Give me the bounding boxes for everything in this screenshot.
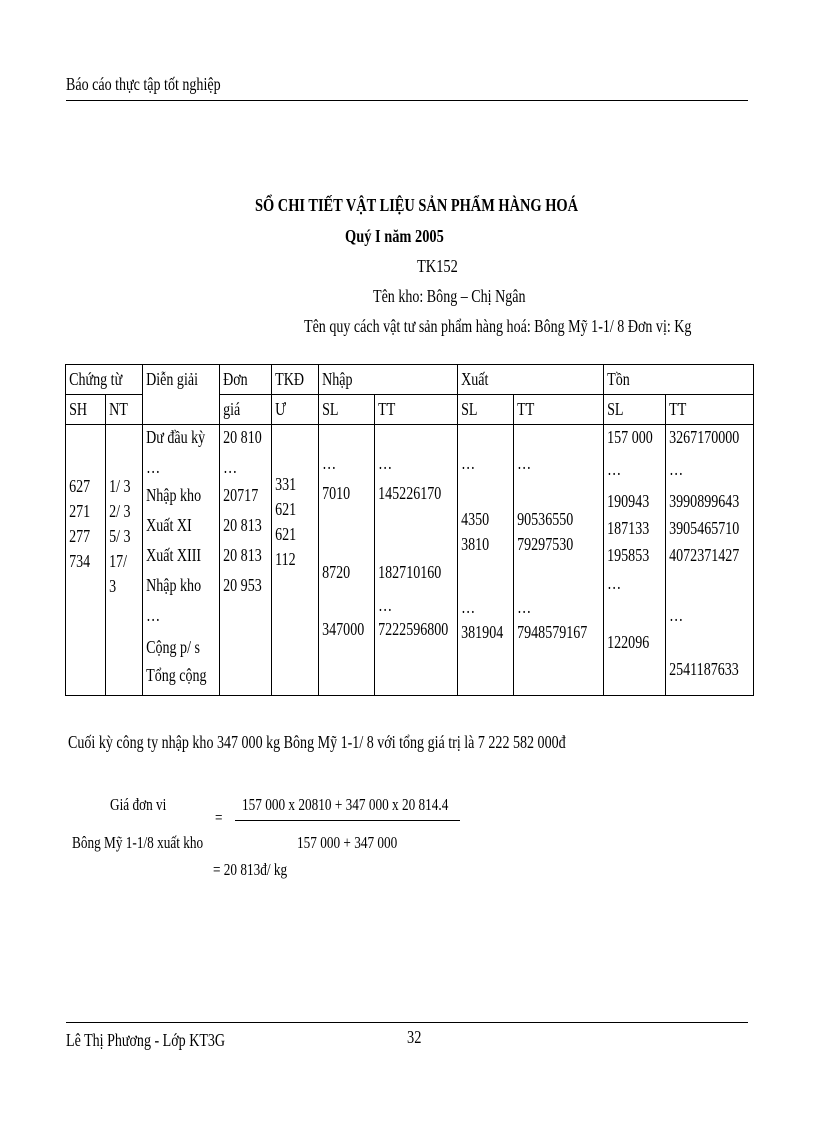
col-dien-giai <box>143 425 220 696</box>
sh-value: 277 <box>69 526 91 546</box>
nt-value: 1/ 3 <box>109 476 131 496</box>
footer-divider <box>66 1022 748 1023</box>
col-tkdu <box>272 425 319 696</box>
col-sh <box>66 425 106 696</box>
nhap-tt-value: 7222596800 <box>378 619 449 639</box>
sh-value: 734 <box>69 551 91 571</box>
formula-label-2: Bông Mỹ 1-1/8 xuất kho <box>72 833 204 852</box>
header-ton: Tồn <box>604 365 754 395</box>
col-ton-sl <box>604 425 666 696</box>
col-nt <box>106 425 143 696</box>
dien-giai-value: Xuất XI <box>146 515 192 535</box>
closing-note: Cuối kỳ công ty nhập kho 347 000 kg Bông Mỹ 1-1/ 8 với tổng giá trị là 7 222 582 000đ <box>68 732 566 752</box>
header-don-gia-2: giá <box>220 395 272 425</box>
xuat-sl-value: … <box>461 453 476 473</box>
header-don-gia: Đơn <box>220 365 272 395</box>
xuat-sl-value: 4350 <box>461 509 490 529</box>
don-gia-value: 20 810 <box>223 427 262 447</box>
don-gia-value: 20717 <box>223 485 259 505</box>
header-tkdu: TKĐ <box>272 365 319 395</box>
dien-giai-value: … <box>146 457 161 477</box>
nhap-tt-value: 182710160 <box>378 562 442 582</box>
footer-author: Lê Thị Phương - Lớp KT3G <box>66 1030 226 1050</box>
formula-equals: = <box>215 808 223 827</box>
ton-sl-value: 195853 <box>607 545 650 565</box>
material-spec: Tên quy cách vật tư sản phẩm hàng hoá: Bông Mỹ 1-1/ 8 Đơn vị: Kg <box>304 316 692 336</box>
xuat-sl-value: 381904 <box>461 622 504 642</box>
account-code: TK152 <box>417 256 458 276</box>
don-gia-value: 20 813 <box>223 545 262 565</box>
ton-sl-value: 190943 <box>607 491 650 511</box>
tkdu-value: 621 <box>275 524 297 544</box>
header-ton-tt: TT <box>666 395 754 425</box>
header-nt: NT <box>106 395 143 425</box>
nhap-sl-value: 8720 <box>322 562 351 582</box>
formula-numerator: 157 000 x 20810 + 347 000 x 20 814.4 <box>242 795 449 814</box>
fraction-bar <box>235 820 460 821</box>
header-xuat: Xuất <box>458 365 604 395</box>
col-xuat-sl <box>458 425 514 696</box>
document-title: SỔ CHI TIẾT VẬT LIỆU SẢN PHẨM HÀNG HOÁ <box>255 195 579 215</box>
header-dien-giai: Diễn giải <box>143 365 220 425</box>
ton-tt-value: 3990899643 <box>669 491 740 511</box>
ton-sl-value: … <box>607 573 622 593</box>
ton-tt-value: 3905465710 <box>669 518 740 538</box>
ton-sl-value: 187133 <box>607 518 650 538</box>
tkdu-value: 112 <box>275 549 296 569</box>
tkdu-value: 621 <box>275 499 297 519</box>
document-subtitle: Quý I năm 2005 <box>345 226 444 246</box>
nhap-tt-value: 145226170 <box>378 483 442 503</box>
dien-giai-value: Cộng p/ s <box>146 637 200 657</box>
ledger-table <box>65 364 754 696</box>
dien-giai-value: Xuất XIII <box>146 545 202 565</box>
report-header: Báo cáo thực tập tốt nghiệp <box>66 74 221 94</box>
tkdu-value: 331 <box>275 474 297 494</box>
ton-tt-value: … <box>669 605 684 625</box>
nhap-sl-value: 7010 <box>322 483 351 503</box>
nhap-tt-value: … <box>378 453 393 473</box>
dien-giai-value: … <box>146 605 161 625</box>
ton-tt-value: … <box>669 459 684 479</box>
col-nhap-sl <box>319 425 375 696</box>
xuat-sl-value: … <box>461 597 476 617</box>
header-nhap-tt: TT <box>375 395 458 425</box>
col-ton-tt <box>666 425 754 696</box>
formula-denominator: 157 000 + 347 000 <box>297 833 398 852</box>
nt-value: 17/ <box>109 551 128 571</box>
xuat-sl-value: 3810 <box>461 534 490 554</box>
header-tkdu-2: Ư <box>272 395 319 425</box>
nhap-sl-value: 347000 <box>322 619 365 639</box>
dien-giai-value: Tổng cộng <box>146 665 207 685</box>
header-xuat-sl: SL <box>458 395 514 425</box>
nt-value: 5/ 3 <box>109 526 131 546</box>
header-divider <box>66 100 748 101</box>
nt-value: 3 <box>109 576 117 596</box>
nt-value: 2/ 3 <box>109 501 131 521</box>
header-sh: SH <box>66 395 106 425</box>
dien-giai-value: Nhập kho <box>146 575 202 595</box>
col-xuat-tt <box>514 425 604 696</box>
xuat-tt-value: 79297530 <box>517 534 574 554</box>
sh-value: 627 <box>69 476 91 496</box>
header-ton-sl: SL <box>604 395 666 425</box>
col-don-gia <box>220 425 272 696</box>
don-gia-value: 20 813 <box>223 515 262 535</box>
formula-label: Giá đơn vi <box>110 795 167 814</box>
header-nhap-sl: SL <box>319 395 375 425</box>
sh-value: 271 <box>69 501 91 521</box>
xuat-tt-value: … <box>517 597 532 617</box>
page-number: 32 <box>407 1027 422 1047</box>
header-xuat-tt: TT <box>514 395 604 425</box>
don-gia-value: 20 953 <box>223 575 262 595</box>
nhap-tt-value: … <box>378 595 393 615</box>
xuat-tt-value: … <box>517 453 532 473</box>
formula-result: = 20 813đ/ kg <box>213 860 288 879</box>
ton-sl-value: 157 000 <box>607 427 653 447</box>
ton-tt-value: 2541187633 <box>669 659 739 679</box>
ton-sl-value: … <box>607 459 622 479</box>
dien-giai-value: Nhập kho <box>146 485 202 505</box>
ton-tt-value: 3267170000 <box>669 427 740 447</box>
col-nhap-tt <box>375 425 458 696</box>
warehouse-name: Tên kho: Bông – Chị Ngân <box>373 286 526 306</box>
ton-tt-value: 4072371427 <box>669 545 740 565</box>
dien-giai-value: Dư đầu kỳ <box>146 427 206 447</box>
xuat-tt-value: 7948579167 <box>517 622 588 642</box>
ton-sl-value: 122096 <box>607 632 650 652</box>
header-chung-tu: Chứng từ <box>66 365 143 395</box>
header-nhap: Nhập <box>319 365 458 395</box>
nhap-sl-value: … <box>322 453 337 473</box>
don-gia-value: … <box>223 457 238 477</box>
xuat-tt-value: 90536550 <box>517 509 574 529</box>
